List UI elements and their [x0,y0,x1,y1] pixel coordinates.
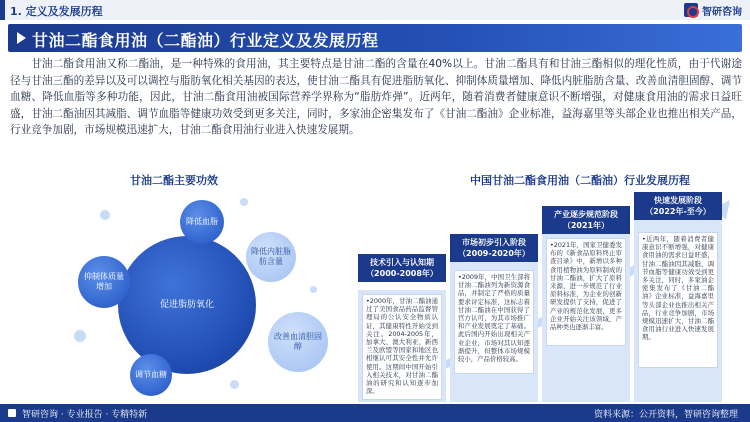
functions-title: 甘油二酯主要功效 [130,174,218,187]
title-bar [8,24,742,52]
decor-dot [310,286,317,293]
function-node-visceral-fat: 降低内脏脂肪含量 [246,232,296,282]
footer-tagline: 智研咨询 · 专业报告 · 专精特新 [22,410,148,420]
function-node-weight-control: 抑制体质量增加 [78,256,130,308]
function-node-cholesterol: 改善血清胆固醇 [268,312,328,372]
top-accent [0,0,5,20]
development-timeline [358,190,742,402]
stage-text-4: •近两年，随着消费者健康意识不断增强，对健康食用油的需求日益旺盛，甘油二酯油因其减脂、调节血脂等健康功效受到更多关注，同时，多家油企密集发布了《甘油二酯油》企业标准，益海嘉里等头部企业也推出相关产品，行业竞争加剧，市场规模迅速扩大，甘油二酯食用油行业进入快速发展期。 [638,232,718,368]
function-center-node: 促进脂肪氧化 [118,236,256,374]
decor-dot [230,380,239,389]
stage-period-3: （2021年） [562,221,610,230]
decor-dot [100,210,110,220]
top-bar [0,0,750,20]
footer-brand-icon [8,409,16,417]
brand-logo [684,2,742,18]
stage-text-1: •2000年，甘油二酯油通过了美国食品药品监督管理局的公认安全物质认证，其健康特性开始受到关注。2004-2005年，加拿大、澳大利亚、新西兰及欧盟等国家和地区也相继认可其安全性并允许使用。这期间中国开始引入相关技术，对甘油二酯油的研究和认知逐步加深。 [362,294,442,400]
stage-label-2 [450,234,538,262]
stage-label-4 [634,192,722,220]
stage-name-1: 技术引入与认知期 [370,258,434,267]
title-triangle-icon [17,32,26,44]
stage-text-2: •2009年，中国卫生部将甘油二酯油列为新资源食品，并制定了严格的质量要求评定标准，这标志着甘油二酯油在中国获得了官方认可，为其市场推广和产业发展奠定了基础。此后国内开始出现相关产业企业，市场对其认知逐渐提升，但整体市场规模较小，产品价格较高。 [454,270,534,374]
decor-dot [240,198,248,206]
footer [0,404,750,422]
stage-label-1 [358,254,446,282]
section-label: 1. 定义及发展历程 [10,5,103,18]
stage-period-4: （2022年-至今） [645,207,711,216]
development-title: 中国甘油二酯食用油（二酯油）行业发展历程 [470,174,690,187]
brand-logo-icon [684,3,698,17]
functions-diagram [60,190,340,400]
function-node-lower-lipids: 降低血脂 [180,200,224,244]
stage-text-3: •2021年，国家卫健委发布的《新食品原料终止审查目录》中，新增以多种食用植物油为原料制成的甘油二酯油，扩大了原料来源，进一步规范了行业原料标准，为企业的创新研发提供了支持，促进了产业的规范化发展，更多企业开始关注该领域，产品种类也逐渐丰富。 [546,238,626,346]
stage-period-2: （2009-2020年） [458,249,530,258]
stage-name-2: 市场初步引入阶段 [462,238,526,247]
brand-logo-text: 智研咨询 [702,6,742,18]
stage-label-3 [542,206,630,234]
function-node-blood-sugar: 调节血糖 [130,354,172,396]
stage-period-1: （2000-2008年） [366,269,438,278]
page-title: 甘油二酯食用油（二酯油）行业定义及发展历程 [32,31,379,50]
stage-name-3: 产业逐步规范阶段 [554,210,618,219]
decor-dot [74,330,86,342]
intro-paragraph: 甘油二酯食用油又称二酯油，是一种特殊的食用油，其主要特点是甘油二酯的含量在40%以上。甘油二酯具有和甘油三酯相似的理化性质，由于代谢途径与甘油三酯的差异以及可以调控与脂肪氧化相关基因的表达，使甘油二酯具有促进脂肪氧化、抑制体质量增加、降低内脏脂肪含量、改善血清胆固醇、调节血糖、降低血脂等多种功能，因此，甘油二酯食用油被国际营养学界称为“脂肪炸弹”。近两年，随着消费者健康意识不断增强，对健康食用油的需求日益旺盛，甘油二酯油因其减脂、调节血脂等健康功效受到更多关注，同时，多家油企密集发布了《甘油二酯油》企业标准，益海嘉里等头部企业也推出相关产品，行业竞争加剧，市场规模迅速扩大，甘油二酯食用油行业进入快速发展期。 [10,58,742,136]
stage-name-4: 快速发展阶段 [654,196,702,205]
footer-source: 资料来源：公开资料，智研咨询整理 [593,410,738,420]
